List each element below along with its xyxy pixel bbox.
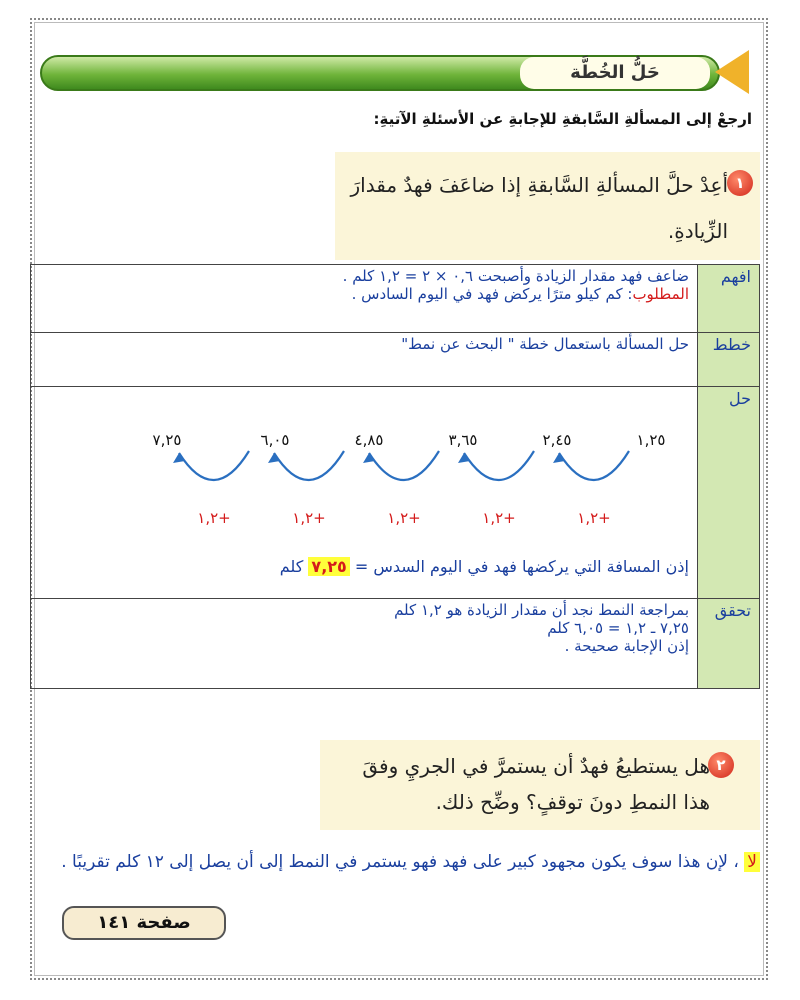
- pattern-value-6: ٧,٢٥: [152, 431, 182, 449]
- arc-5: [179, 451, 249, 480]
- understand-line-1: ضاعف فهد مقدار الزيادة وأصبحت ٠,٦ × ٢ = ١,٢ كلم .: [342, 267, 689, 285]
- step-label-3: +١,٢: [387, 509, 421, 527]
- pattern-arcs: [173, 451, 629, 480]
- label-check: تحقق: [698, 599, 760, 689]
- required-label: المطلوب: [632, 285, 689, 303]
- understand-cell: [31, 265, 698, 333]
- answer-highlight: ٧,٢٥: [308, 557, 349, 576]
- pattern-value-3: ٣,٦٥: [448, 431, 478, 449]
- arc-4: [274, 451, 344, 480]
- question-1-text: أعِدْ حلَّ المسألةِ السَّابقةِ إذا ضاعَفَ فهدٌ مقدارَ الزِّيادةِ.: [350, 173, 728, 243]
- pattern-value-4: ٤,٨٥: [354, 431, 384, 449]
- step-label-2: +١,٢: [482, 509, 516, 527]
- pattern-value-5: ٦,٠٥: [260, 431, 290, 449]
- check-line-3: إذن الإجابة صحيحة .: [564, 637, 689, 655]
- pattern-value-1: ١,٢٥: [636, 431, 666, 449]
- check-line-2: ٧,٢٥ ـ ١,٢ = ٦,٠٥ كلم: [547, 619, 689, 637]
- conclusion-text: إذن المسافة التي يركضها فهد في اليوم السدس =: [349, 557, 689, 576]
- arc-3: [369, 451, 439, 480]
- arrow-icon: [715, 50, 749, 94]
- required-text: : كم كيلو مترًا يركض فهد في اليوم السادس .: [351, 285, 633, 303]
- question-2-text: هل يستطيعُ فهدٌ أن يستمرَّ في الجريِ وفقَ هذا النمطِ دونَ توقفٍ؟ وضِّح ذلك.: [362, 754, 710, 814]
- answer-2: [40, 848, 760, 876]
- arc-2: [464, 451, 534, 480]
- label-solve: حل: [698, 387, 760, 599]
- label-understand: افهم: [698, 265, 760, 333]
- step-label-1: +١,٢: [577, 509, 611, 527]
- arc-1: [559, 451, 629, 480]
- answer-2-text: ، لإن هذا سوف يكون مجهود كبير على فهد فهو يستمر في النمط إلى أن يصل إلى ١٢ كلم تقريبًا .: [61, 852, 745, 872]
- intro-text: ارجعْ إلى المسألةِ السَّابقةِ للإجابةِ عن الأسئلةِ الآتيةِ:: [373, 110, 752, 128]
- solution-table: [30, 264, 760, 689]
- section-title: حَلُّ الخُطَّة: [520, 57, 710, 89]
- page-number-badge: صفحة ١٤١: [62, 906, 226, 940]
- step-label-5: +١,٢: [197, 509, 231, 527]
- label-plan: خطط: [698, 333, 760, 387]
- check-cell: [31, 599, 698, 689]
- understand-line-2: [39, 285, 689, 303]
- pattern-value-2: ٢,٤٥: [542, 431, 572, 449]
- question-2-number: ٢: [708, 752, 734, 778]
- solve-cell: [31, 387, 698, 599]
- pattern-diagram: [39, 423, 689, 553]
- conclusion-unit: كلم: [279, 557, 309, 576]
- solve-conclusion: [39, 557, 689, 576]
- step-label-4: +١,٢: [292, 509, 326, 527]
- check-line-1: بمراجعة النمط نجد أن مقدار الزيادة هو ١,٢ كلم: [394, 601, 689, 619]
- answer-2-no: لا: [744, 852, 760, 872]
- plan-text: حل المسألة باستعمال خطة " البحث عن نمط": [31, 333, 698, 387]
- question-1-number: ١: [727, 170, 753, 196]
